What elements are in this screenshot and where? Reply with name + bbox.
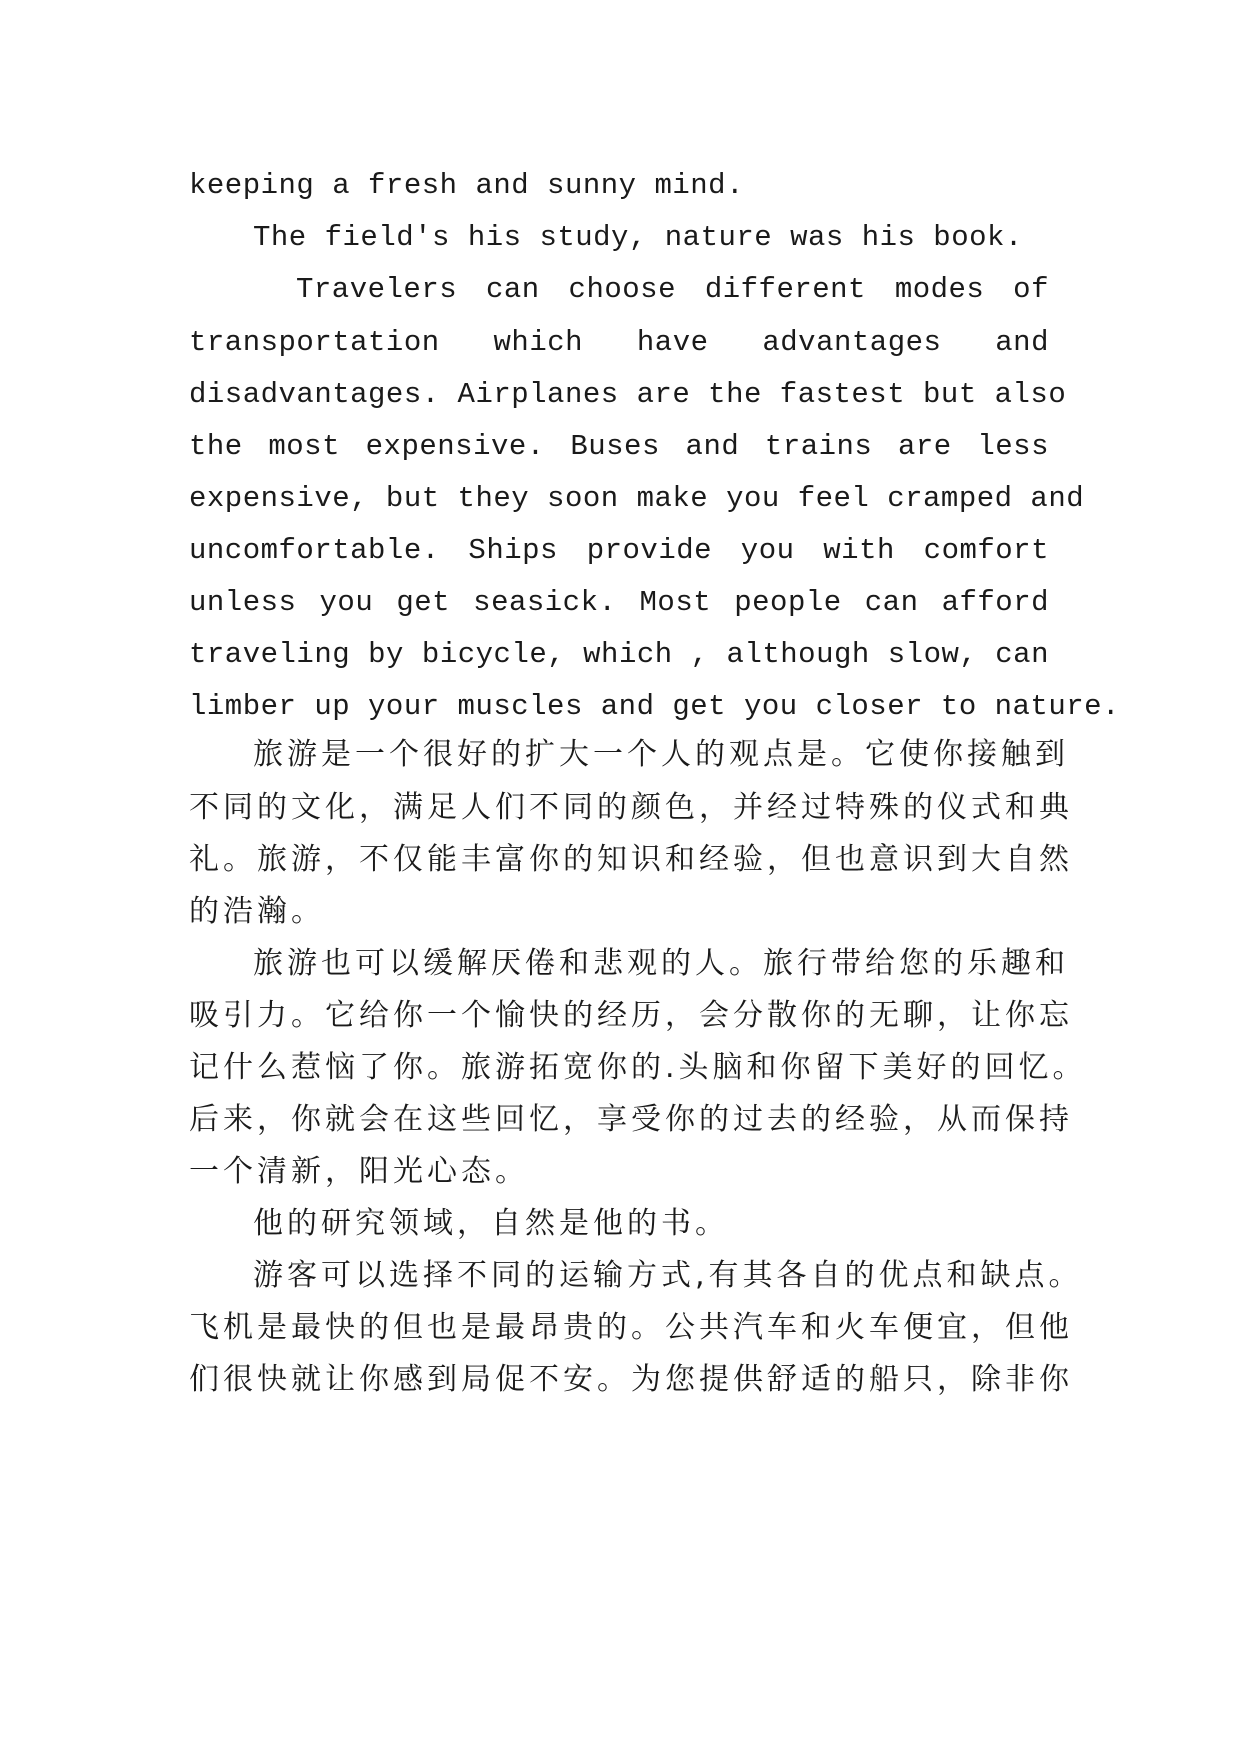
text-line: transportation which have advantages and xyxy=(189,326,1049,359)
text-line: 记什么惹恼了你。旅游拓宽你的.头脑和你留下美好的回忆。 xyxy=(189,1050,1087,1085)
text-line: 飞机是最快的但也是最昂贵的。公共汽车和火车便宜，但他 xyxy=(189,1310,1073,1345)
text-line: 旅游是一个很好的扩大一个人的观点是。它使你接触到 xyxy=(253,737,1069,772)
text-line: keeping a fresh and sunny mind. xyxy=(189,169,744,202)
text-line: 们很快就让你感到局促不安。为您提供舒适的船只，除非你 xyxy=(189,1362,1073,1397)
text-line: limber up your muscles and get you closer to nature. xyxy=(189,690,1120,723)
text-line: 不同的文化，满足人们不同的颜色，并经过特殊的仪式和典 xyxy=(189,790,1073,825)
text-line: traveling by bicycle, which , although slow, can xyxy=(189,638,1049,671)
text-line: 礼。旅游，不仅能丰富你的知识和经验，但也意识到大自然 xyxy=(189,842,1073,877)
text-line: the most expensive. Buses and trains are less xyxy=(189,430,1049,463)
text-line: expensive, but they soon make you feel cramped and xyxy=(189,482,1085,515)
text-line: uncomfortable. Ships provide you with comfort xyxy=(189,534,1049,567)
text-line: unless you get seasick. Most people can afford xyxy=(189,586,1049,619)
text-line: 的浩瀚。 xyxy=(189,894,325,929)
text-line: 一个清新，阳光心态。 xyxy=(189,1154,529,1189)
text-line: Travelers can choose different modes of xyxy=(296,273,1049,306)
text-line: disadvantages. Airplanes are the fastest but also xyxy=(189,378,1067,411)
text-line: The field's his study, nature was his book. xyxy=(253,221,1023,254)
text-line: 旅游也可以缓解厌倦和悲观的人。旅行带给您的乐趣和 xyxy=(253,946,1069,981)
text-line: 吸引力。它给你一个愉快的经历，会分散你的无聊，让你忘 xyxy=(189,998,1073,1033)
text-line: 后来，你就会在这些回忆，享受你的过去的经验，从而保持 xyxy=(189,1102,1073,1137)
text-line: 他的研究领域，自然是他的书。 xyxy=(253,1206,729,1241)
text-line: 游客可以选择不同的运输方式,有其各自的优点和缺点。 xyxy=(253,1258,1083,1293)
